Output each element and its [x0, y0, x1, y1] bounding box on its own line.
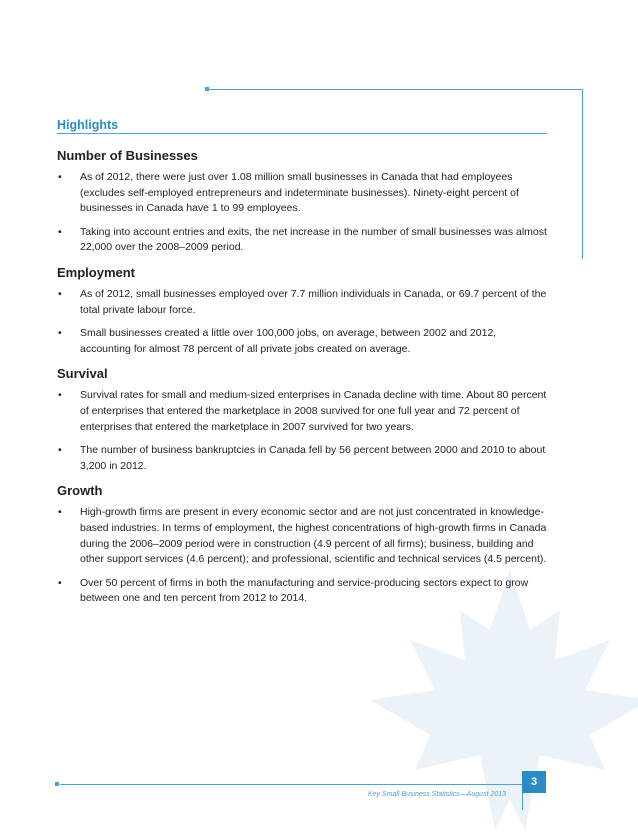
bottom-rule-marker [55, 782, 59, 786]
section-heading: Employment [57, 264, 136, 280]
list-item-text: Small businesses created a little over 100,000 jobs, on average, between 2002 and 2012, accounting for almost 78 percent of all private jobs created on average. [80, 327, 497, 355]
list-item [57, 443, 547, 474]
page-content [57, 118, 547, 616]
list-item [57, 326, 547, 357]
bullet-marker: • [58, 576, 62, 589]
list-item-text: Taking into account entries and exits, the net increase in the number of small businesses was almost 22,000 over the 2008–2009 period. [80, 225, 547, 254]
section-growth [57, 483, 547, 607]
section-heading: Survival [57, 366, 108, 382]
bullet-list [57, 505, 547, 607]
list-item-text: Over 50 percent of firms in both the manufacturing and service-producing sectors expect to grow between one and ten percent from 2012 to 2014. [80, 576, 529, 605]
list-item [57, 388, 547, 435]
top-rule [207, 89, 582, 90]
bullet-list [57, 287, 547, 357]
list-item-text: High-growth firms are present in every economic sector and are not just concentrated in knowledge-based industries. In terms of employment, the highest concentrations of high-growth firms in Canada during the 2006–2009 period were in construction (4.9 percent of all firms); business, building and other support services (4.6 percent); and professional, scientific and technical services (4.5 percent). [80, 506, 547, 566]
section-survival [57, 366, 547, 474]
section-heading: Number of Businesses [57, 148, 198, 163]
section-heading: Growth [57, 483, 103, 499]
section-number-of-businesses [57, 148, 547, 256]
list-item-text: The number of business bankruptcies in Canada fell by 56 percent between 2000 and 2010 to about 3,200 in 2012. [80, 444, 546, 472]
list-item [57, 505, 547, 567]
bullet-marker: • [58, 225, 62, 238]
bullet-marker: • [58, 171, 62, 183]
list-item-text: Survival rates for small and medium-sized enterprises in Canada decline with time. About 80 percent of enterprises that entered the marketplace in 2008 survived for one full year and 72 percent of enterprises that entered the marketplace in 2007 survived for two years. [80, 389, 547, 433]
bullet-marker: • [58, 506, 62, 519]
page-number: 3 [522, 771, 546, 793]
bullet-marker: • [58, 287, 62, 300]
list-item [57, 576, 547, 607]
list-item-text: As of 2012, there were just over 1.08 million small businesses in Canada that had employees (excludes self-employed entrepreneurs and indeterminate businesses). Ninety-eight percent of businesses in Canada have 1 to 99 employees. [80, 171, 519, 215]
page-title: Highlights [57, 118, 547, 134]
list-item [57, 287, 547, 318]
list-item-text: As of 2012, small businesses employed over 7.7 million individuals in Canada, or 69.7 percent of the total private labour force. [80, 287, 547, 316]
bullet-list [57, 170, 547, 256]
bullet-marker: • [58, 327, 62, 340]
bullet-marker: • [58, 389, 62, 402]
right-rule [582, 89, 583, 259]
bottom-rule [60, 784, 522, 785]
list-item [57, 170, 547, 217]
bullet-list [57, 388, 547, 474]
section-employment [57, 265, 547, 357]
footer-publication: Key Small Business Statistics—August 2013 [367, 791, 506, 798]
bullet-marker: • [58, 444, 62, 457]
list-item [57, 225, 547, 256]
